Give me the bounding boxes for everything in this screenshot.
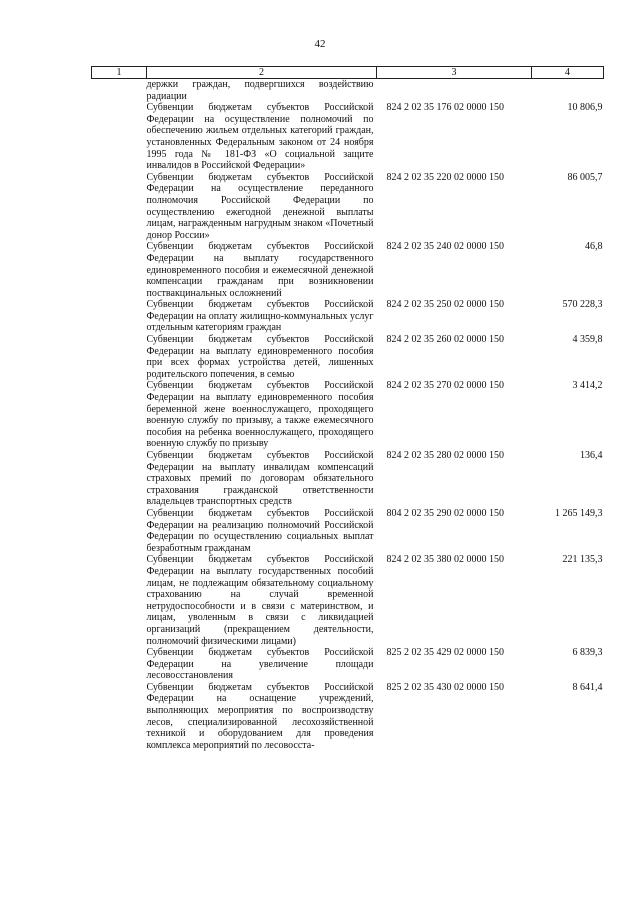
- table-row: [92, 79, 604, 103]
- row-code: 804 2 02 35 290 02 0000 150: [386, 507, 504, 519]
- row-amount: 3 414,2: [572, 380, 603, 392]
- row-amount: 8 641,4: [572, 681, 603, 693]
- table-header-row: [92, 67, 604, 79]
- table-row: [92, 241, 604, 299]
- header-col-1: 1: [92, 67, 147, 79]
- row-code: [377, 79, 532, 103]
- row-name: Субвенции бюджетам субъектов Российской Федерации на выплату инвалидам компенсаций страховых премий по договорам обязательного страхования гражданской ответственности владельцев транспортных средств: [146, 450, 374, 508]
- row-code: 825 2 02 35 430 02 0000 150: [386, 681, 504, 693]
- row-name: Субвенции бюджетам субъектов Российской Федерации на реализацию полномочий Российской Федерации по осуществлению социальных выплат безработным гражданам: [146, 507, 374, 554]
- row-name: Субвенции бюджетам субъектов Российской Федерации на оплату жилищно-коммунальных услуг отдельным категориям граждан: [146, 299, 374, 334]
- row-code: 824 2 02 35 380 02 0000 150: [386, 554, 504, 566]
- table-row: [92, 647, 604, 682]
- table-row: [92, 554, 604, 647]
- row-number-cell: [92, 172, 147, 242]
- row-code: 824 2 02 35 250 02 0000 150: [386, 299, 504, 311]
- row-number-cell: [92, 508, 147, 554]
- row-amount: 4 359,8: [572, 334, 603, 346]
- table-row: [92, 508, 604, 554]
- row-number-cell: [92, 102, 147, 172]
- row-number-cell: [92, 554, 147, 647]
- row-name: Субвенции бюджетам субъектов Российской Федерации на осуществление полномочий по обеспечению жильем отдельных категорий граждан, установленных Федеральным законом от 24 ноября 1995 года № 181-ФЗ «О социальной защите инвалидов в Российской Федерации»: [146, 102, 374, 172]
- row-name: Субвенции бюджетам субъектов Российской Федерации на выплату единовременного пособия беременной жене военнослужащего, проходящего военную службу по призыву, а также ежемесячного пособия на ребенка военнослужащего, проходящего военную службу по призыву: [146, 380, 374, 450]
- row-name: держки граждан, подвергшихся воздействию радиации: [146, 79, 374, 102]
- table-row: [92, 450, 604, 508]
- row-code: 824 2 02 35 280 02 0000 150: [386, 450, 504, 461]
- table-row: [92, 102, 604, 172]
- row-number-cell: [92, 647, 147, 682]
- table-row: [92, 380, 604, 450]
- table-row: [92, 682, 604, 752]
- row-amount: 136,4: [580, 450, 603, 461]
- row-code: 824 2 02 35 220 02 0000 150: [386, 171, 504, 183]
- row-code: 824 2 02 35 270 02 0000 150: [386, 380, 504, 392]
- row-name: Субвенции бюджетам субъектов Российской Федерации на увеличение площади лесовосстановления: [146, 647, 374, 682]
- row-amount: 221 135,3: [562, 554, 603, 566]
- row-amount: [532, 79, 604, 103]
- row-amount: 6 839,3: [572, 647, 603, 659]
- row-amount: 570 228,3: [562, 299, 603, 311]
- row-code: 824 2 02 35 240 02 0000 150: [386, 241, 504, 253]
- header-col-3: 3: [377, 67, 532, 79]
- table-row: [92, 172, 604, 242]
- budget-table: [91, 66, 604, 751]
- page-number: 42: [314, 38, 326, 50]
- row-number-cell: [92, 241, 147, 299]
- row-name: Субвенции бюджетам субъектов Российской Федерации на выплату государственных пособий лицам, не подлежащим обязательному социальному страхованию на случай временной нетрудоспособности и в связи с материнством, и лицам, уволенным в связи с ликвидацией организаций (прекращением деятельности, полномочий физическими лицами): [146, 554, 374, 647]
- row-number-cell: [92, 682, 147, 752]
- header-col-4: 4: [532, 67, 604, 79]
- row-number-cell: [92, 450, 147, 508]
- table-row: [92, 334, 604, 380]
- row-number-cell: [92, 79, 147, 103]
- row-number-cell: [92, 299, 147, 334]
- row-name: Субвенции бюджетам субъектов Российской Федерации на выплату государственного единовременного пособия и ежемесячной денежной компенсации гражданам при возникновении поствакцинальных осложнений: [146, 241, 374, 299]
- row-code: 824 2 02 35 260 02 0000 150: [386, 334, 504, 346]
- row-amount: 86 005,7: [567, 171, 603, 183]
- row-code: 825 2 02 35 429 02 0000 150: [386, 647, 504, 659]
- row-amount: 1 265 149,3: [555, 507, 603, 519]
- row-code: 824 2 02 35 176 02 0000 150: [386, 102, 504, 114]
- row-name: Субвенции бюджетам субъектов Российской Федерации на выплату единовременного пособия при всех формах устройства детей, лишенных родительского попечения, в семью: [146, 334, 374, 380]
- row-number-cell: [92, 334, 147, 380]
- header-col-2: 2: [147, 67, 377, 79]
- table-row: [92, 299, 604, 334]
- row-amount: 46,8: [585, 241, 603, 253]
- row-number-cell: [92, 380, 147, 450]
- row-amount: 10 806,9: [567, 102, 603, 114]
- row-name: Субвенции бюджетам субъектов Российской Федерации на осуществление переданного полномочия Российской Федерации по осуществлению ежегодной денежной выплаты лицам, награжденным нагрудным знаком «Почетный донор России»: [146, 171, 374, 241]
- row-name: Субвенции бюджетам субъектов Российской Федерации на оснащение учреждений, выполняющих мероприятия по воспроизводству лесов, специализированной лесохозяйственной техникой и оборудованием для проведения комплекса мероприятий по лесовосста-: [146, 681, 374, 751]
